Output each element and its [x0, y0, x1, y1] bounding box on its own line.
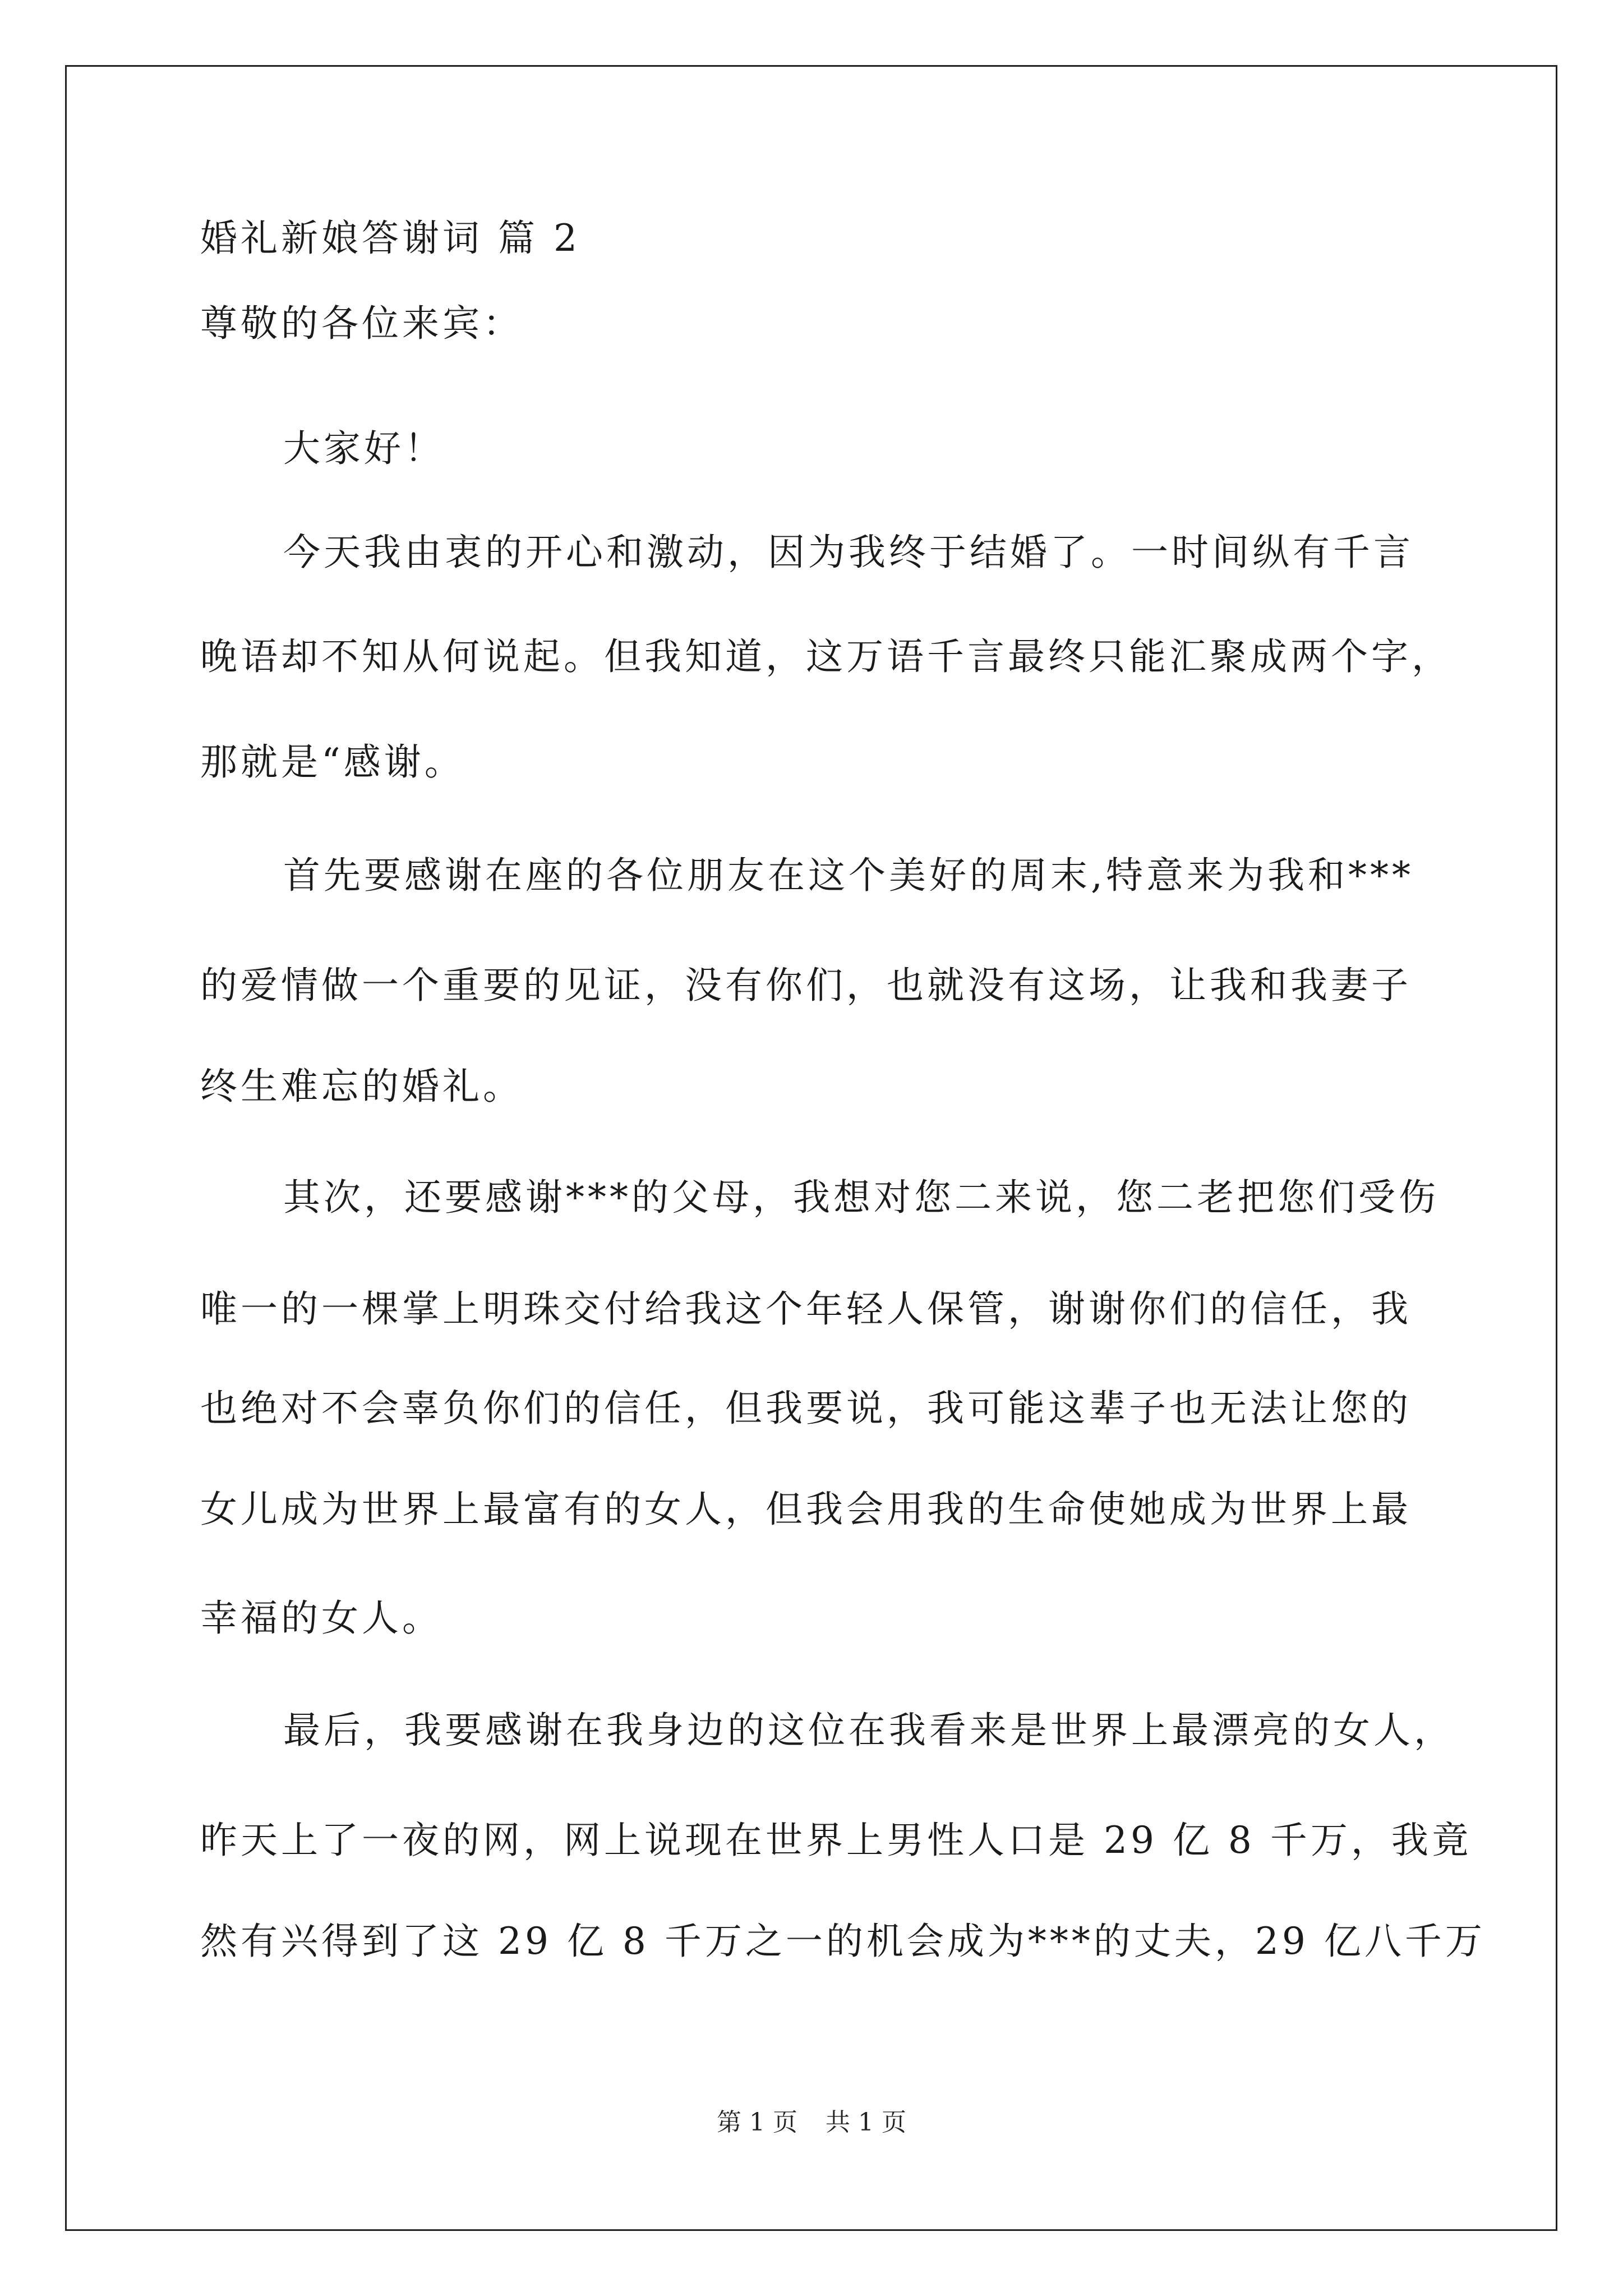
page-total: 共 1 页 — [826, 2108, 906, 2137]
paragraph-line: 晚语却不知从何说起。但我知道，这万语千言最终只能汇聚成两个字， — [200, 635, 1452, 678]
paragraph-line: 终生难忘的婚礼。 — [200, 1065, 523, 1108]
page-frame — [65, 65, 1557, 2231]
page-number: 第 1 页 — [717, 2108, 797, 2137]
paragraph-line: 也绝对不会辜负你们的信任，但我要说，我可能这辈子也无法让您的 — [200, 1387, 1412, 1430]
paragraph-line: 首先要感谢在座的各位朋友在这个美好的周末,特意来为我和*** — [283, 854, 1414, 897]
salutation: 尊敬的各位来宾： — [200, 302, 523, 345]
paragraph-line: 然有兴得到了这 29 亿 8 千万之一的机会成为***的丈夫，29 亿八千万 — [200, 1920, 1486, 1963]
paragraph-line: 幸福的女人。 — [200, 1596, 442, 1640]
paragraph-line: 昨天上了一夜的网，网上说现在世界上男性人口是 29 亿 8 千万，我竟 — [200, 1819, 1472, 1862]
paragraph-line: 最后，我要感谢在我身边的这位在我看来是世界上最漂亮的女人， — [283, 1709, 1454, 1752]
paragraph-line: 唯一的一棵掌上明珠交付给我这个年轻人保管，谢谢你们的信任，我 — [200, 1287, 1412, 1331]
greeting: 大家好！ — [283, 427, 445, 470]
paragraph-line: 的爱情做一个重要的见证，没有你们，也就没有这场，让我和我妻子 — [200, 964, 1412, 1007]
paragraph-line: 那就是“感谢。 — [200, 740, 465, 784]
document-title: 婚礼新娘答谢词 篇 2 — [200, 217, 580, 260]
paragraph-line: 今天我由衷的开心和激动，因为我终于结婚了。一时间纵有千言 — [283, 531, 1414, 574]
page-footer — [0, 2106, 1623, 2139]
paragraph-line: 其次，还要感谢***的父母，我想对您二来说，您二老把您们受伤 — [283, 1176, 1439, 1219]
paragraph-line: 女儿成为世界上最富有的女人，但我会用我的生命使她成为世界上最 — [200, 1488, 1412, 1531]
